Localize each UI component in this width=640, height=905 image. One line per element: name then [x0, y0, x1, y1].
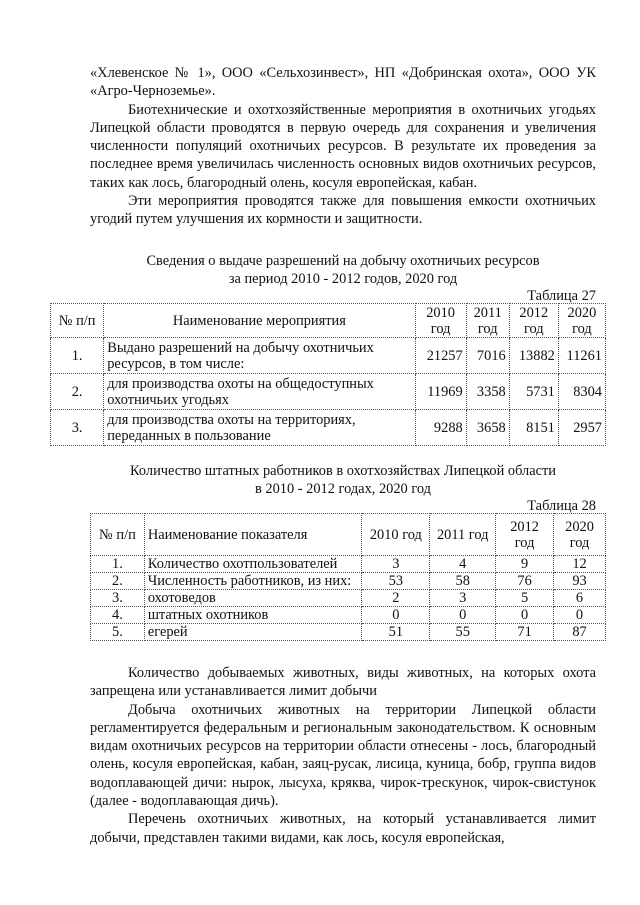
table28-header-2011: 2011 год	[430, 514, 496, 556]
table28-caption: Таблица 28	[527, 498, 596, 514]
table27-caption: Таблица 27	[527, 288, 596, 304]
table27	[50, 303, 606, 446]
value-2020: 6	[554, 590, 606, 607]
value-2012: 5	[496, 590, 554, 607]
row-number: 3.	[51, 410, 104, 446]
table27-header-num: № п/п	[51, 304, 104, 338]
table-row	[91, 556, 606, 573]
value-2011: 55	[430, 624, 496, 641]
row-label: Количество охотпользователей	[144, 556, 362, 573]
row-label: штатных охотников	[144, 607, 362, 624]
value-2020: 0	[554, 607, 606, 624]
table28-header-2020: 2020 год	[554, 514, 606, 556]
table27-header-2020: 2020 год	[558, 304, 605, 338]
table-row	[51, 338, 606, 374]
value-2011: 4	[430, 556, 496, 573]
value-2010: 53	[362, 573, 430, 590]
value-2020: 8304	[558, 374, 605, 410]
row-number: 1.	[91, 556, 145, 573]
intro-paragraph-3: Эти мероприятия проводятся также для повышения емкости охотничьих угодий путем улучшения их кормности и защитности.	[90, 193, 596, 228]
table-row	[51, 410, 606, 446]
row-label: Выдано разрешений на добычу охотничьих ресурсов, в том числе:	[104, 338, 415, 374]
value-2012: 9	[496, 556, 554, 573]
table27-header-row	[51, 304, 606, 338]
value-2010: 0	[362, 607, 430, 624]
value-2020: 11261	[558, 338, 605, 374]
row-label: Численность работников, из них:	[144, 573, 362, 590]
value-2012: 13882	[509, 338, 558, 374]
row-label: егерей	[144, 624, 362, 641]
value-2012: 0	[496, 607, 554, 624]
value-2020: 87	[554, 624, 606, 641]
row-number: 4.	[91, 607, 145, 624]
table27-header-2010: 2010 год	[415, 304, 466, 338]
closing-heading-paragraph: Количество добываемых животных, виды животных, на которых охота запрещена или устанавливается лимит добычи	[90, 665, 596, 700]
value-2020: 93	[554, 573, 606, 590]
table27-title-line1: Сведения о выдаче разрешений на добычу охотничьих ресурсов	[146, 253, 540, 269]
value-2011: 3658	[466, 410, 509, 446]
table27-header-2012: 2012 год	[509, 304, 558, 338]
table-row	[91, 624, 606, 641]
row-number: 2.	[51, 374, 104, 410]
value-2010: 9288	[415, 410, 466, 446]
value-2020: 12	[554, 556, 606, 573]
value-2011: 0	[430, 607, 496, 624]
value-2010: 11969	[415, 374, 466, 410]
value-2011: 7016	[466, 338, 509, 374]
table28-title-line1: Количество штатных работников в охотхозяйствах Липецкой области	[130, 463, 556, 479]
intro-paragraph-1: «Хлевенское № 1», ООО «Сельхозинвест», НП «Добринская охота», ООО УК «Агро-Черноземье».	[90, 65, 596, 100]
table27-title	[90, 252, 596, 289]
value-2011: 3	[430, 590, 496, 607]
value-2012: 5731	[509, 374, 558, 410]
closing-paragraph-2: Добыча охотничьих животных на территории Липецкой области регламентируется федеральным и региональным законодательством. К основным видам охотничьих ресурсов на территории области отнесены - лось, благородный олень, косуля европейская, кабан, заяц-русак, лисица, куница, бобр, группа видов водоплавающей дичи: нырок, лысуха, кряква, чирок-трескунок, чирок-свистунок (далее - водоплавающая дичь).	[90, 701, 596, 810]
table28-header-2012: 2012 год	[496, 514, 554, 556]
table-row	[91, 590, 606, 607]
value-2011: 3358	[466, 374, 509, 410]
row-label: для производства охоты на общедоступных охотничьих угодьях	[104, 374, 415, 410]
row-number: 3.	[91, 590, 145, 607]
closing-section	[90, 664, 596, 847]
row-number: 2.	[91, 573, 145, 590]
closing-paragraph-3: Перечень охотничьих животных, на который устанавливается лимит добычи, представлен такими видами, как лось, косуля европейская,	[90, 811, 596, 846]
table-row	[51, 374, 606, 410]
table27-header-2011: 2011 год	[466, 304, 509, 338]
value-2010: 21257	[415, 338, 466, 374]
intro-section	[90, 64, 596, 229]
row-number: 1.	[51, 338, 104, 374]
table-row	[91, 573, 606, 590]
table28-header-num: № п/п	[91, 514, 145, 556]
intro-paragraph-2: Биотехнические и охотхозяйственные мероприятия в охотничьих угодьях Липецкой области проводятся в первую очередь для сохранения и увеличения численности популяций охотничьих ресурсов. В результате их проведения за последнее время увеличилась численность основных видов охотничьих ресурсов, таких как лось, благородный олень, косуля европейская, кабан.	[90, 101, 596, 191]
value-2010: 2	[362, 590, 430, 607]
table27-title-line2: за период 2010 - 2012 годов, 2020 год	[228, 271, 458, 288]
value-2010: 51	[362, 624, 430, 641]
value-2012: 76	[496, 573, 554, 590]
value-2012: 8151	[509, 410, 558, 446]
table-row	[91, 607, 606, 624]
value-2012: 71	[496, 624, 554, 641]
row-label: для производства охоты на территориях, переданных в пользование	[104, 410, 415, 446]
value-2010: 3	[362, 556, 430, 573]
table28-header-name: Наименование показателя	[144, 514, 362, 556]
value-2020: 2957	[558, 410, 605, 446]
table27-header-name: Наименование мероприятия	[104, 304, 415, 338]
row-number: 5.	[91, 624, 145, 641]
table28-title-line2: в 2010 - 2012 годах, 2020 год	[255, 481, 431, 498]
table28	[90, 513, 606, 641]
table28-header-2010: 2010 год	[362, 514, 430, 556]
table28-header-row	[91, 514, 606, 556]
value-2011: 58	[430, 573, 496, 590]
row-label: охотоведов	[144, 590, 362, 607]
table28-title	[90, 462, 596, 499]
